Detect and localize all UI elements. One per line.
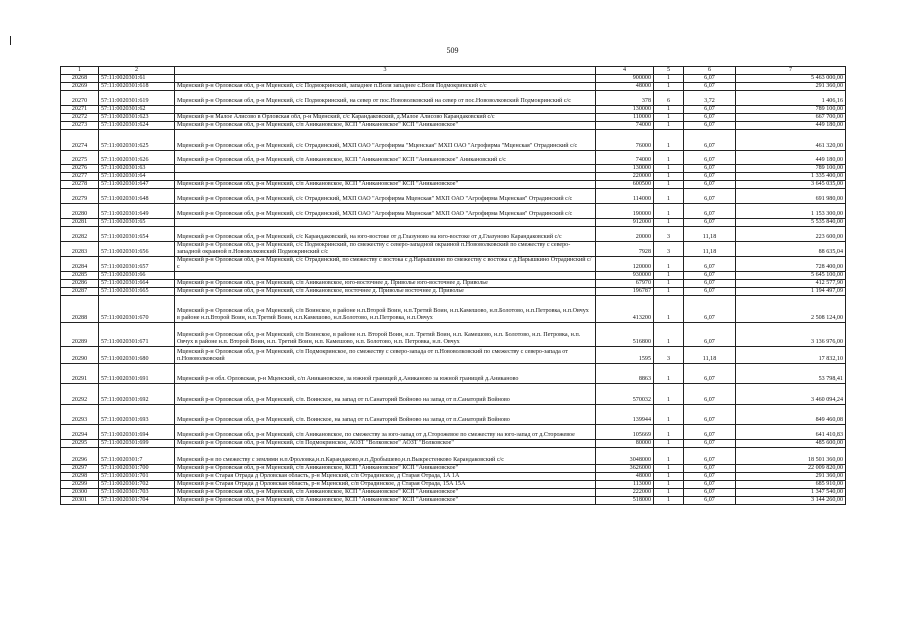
cadastral-value: 1 153 300,00 xyxy=(736,204,846,219)
cadastral-value: 1 194 497,09 xyxy=(736,288,846,296)
row-number: 20270 xyxy=(61,91,99,106)
rate-value: 6,07 xyxy=(684,296,736,323)
address xyxy=(175,173,596,181)
table-row xyxy=(61,288,846,296)
rate-value: 6,07 xyxy=(684,114,736,122)
rate-value: 11,18 xyxy=(684,227,736,242)
table-row xyxy=(61,181,846,189)
row-number: 20301 xyxy=(61,497,99,505)
row-number: 20282 xyxy=(61,227,99,242)
cadastral-value: 18 501 360,00 xyxy=(736,448,846,465)
table-row xyxy=(61,323,846,347)
cadastral-number: 57:11:0020301:656 xyxy=(99,242,175,257)
area-value: 74000 xyxy=(596,122,654,130)
cadastral-value: 449 180,00 xyxy=(736,122,846,130)
cadastral-number: 57:11:0020301:691 xyxy=(99,364,175,384)
rate-value: 6,07 xyxy=(684,272,736,280)
table-row xyxy=(61,173,846,181)
cadastral-number: 57:11:0020301:700 xyxy=(99,465,175,473)
cadastral-value: 5 535 840,00 xyxy=(736,219,846,227)
cadastral-value: 5 645 100,00 xyxy=(736,272,846,280)
address: Мценский р-н Орловская обл, р-н Мценский, с/с Подмокринский, по смежеству с северо-западной окраиной п.Нововолковский по смежеству с северо-западной окраиной п.Нововолковский Подмокринский с/с xyxy=(175,242,596,257)
area-value: 20000 xyxy=(596,227,654,242)
area-value: 220000 xyxy=(596,173,654,181)
cadastral-value: 691 980,00 xyxy=(736,189,846,204)
col-header-number: 1 xyxy=(61,67,99,75)
group-value: 1 xyxy=(654,114,684,122)
row-number: 20293 xyxy=(61,405,99,425)
cadastral-number: 57:11:0020301:624 xyxy=(99,122,175,130)
cadastral-value: 1 406,16 xyxy=(736,91,846,106)
address: Мценский р-н Орловская обл, р-н Мценский, с/с Отрадинский, МХП ОАО "Агрофирма Мценская" МХП ОАО "Агрофирма Мценская" Отрадинский с/с xyxy=(175,204,596,219)
rate-value: 6,07 xyxy=(684,405,736,425)
area-value: 113000 xyxy=(596,481,654,489)
cadastral-value: 1 335 400,00 xyxy=(736,173,846,181)
row-number: 20279 xyxy=(61,189,99,204)
col-header-address: 3 xyxy=(175,67,596,75)
group-value: 1 xyxy=(654,288,684,296)
cadastral-number: 57:11:0020301:618 xyxy=(99,83,175,91)
table-row xyxy=(61,91,846,106)
cadastral-number: 57:11:0020301:671 xyxy=(99,323,175,347)
table-row xyxy=(61,75,846,83)
col-header-area: 4 xyxy=(596,67,654,75)
area-value: 190000 xyxy=(596,204,654,219)
table-row xyxy=(61,440,846,448)
address: Мценский р-н Старая Отрада д Орловская область, р-н Мценский, с/п Отрадинское, д Старая Отрада, 15А 15А xyxy=(175,481,596,489)
address: Мценский р-н Старая Отрада д Орловская область, р-н Мценский, с/п Отрадинское, д Старая Отрада, 1А 1А xyxy=(175,473,596,481)
rate-value: 6,07 xyxy=(684,165,736,173)
area-value: 120000 xyxy=(596,257,654,272)
area-value: 3626000 xyxy=(596,465,654,473)
group-value: 1 xyxy=(654,272,684,280)
land-registry-table xyxy=(60,66,846,505)
cadastral-number: 57:11:0020301:625 xyxy=(99,130,175,151)
address: Мценский р-н Орловская обл, р-н Мценский, с/п Аникановское, КСП "Аникановское" КСП "Аникановское" xyxy=(175,497,596,505)
rate-value: 6,07 xyxy=(684,151,736,165)
group-value: 3 xyxy=(654,242,684,257)
table-row xyxy=(61,296,846,323)
area-value: 130000 xyxy=(596,165,654,173)
cadastral-number: 57:11:0020301:693 xyxy=(99,405,175,425)
table-row xyxy=(61,219,846,227)
area-value: 900000 xyxy=(596,75,654,83)
cadastral-value: 3 645 035,00 xyxy=(736,181,846,189)
group-value: 1 xyxy=(654,280,684,288)
cadastral-value: 449 180,00 xyxy=(736,151,846,165)
area-value: 3048000 xyxy=(596,448,654,465)
rate-value: 6,07 xyxy=(684,323,736,347)
cadastral-number: 57:11:0020301:694 xyxy=(99,425,175,440)
address: Мценский р-н Орловская обл, р-н Мценский, с/п. Воинское, на запад от п.Санаторий Войново на запад от п.Санаторий Войново xyxy=(175,405,596,425)
table-row xyxy=(61,204,846,219)
group-value: 1 xyxy=(654,440,684,448)
cadastral-value: 728 400,00 xyxy=(736,257,846,272)
rate-value: 6,07 xyxy=(684,489,736,497)
cadastral-value: 223 600,00 xyxy=(736,227,846,242)
row-number: 20299 xyxy=(61,481,99,489)
row-number: 20296 xyxy=(61,448,99,465)
table-row xyxy=(61,106,846,114)
group-value: 1 xyxy=(654,219,684,227)
rate-value: 6,07 xyxy=(684,440,736,448)
address xyxy=(175,272,596,280)
area-value: 110000 xyxy=(596,114,654,122)
rate-value: 6,07 xyxy=(684,173,736,181)
address: Мценский р-н Орловская обл, р-н Мценский, с/п. Воинское, на запад от п.Санаторий Войново на запад от п.Санаторий Войново xyxy=(175,384,596,405)
group-value: 1 xyxy=(654,448,684,465)
cadastral-value: 291 360,00 xyxy=(736,83,846,91)
cadastral-number: 57:11:0020301:699 xyxy=(99,440,175,448)
address: Мценский р-н Орловская обл, р-н Мценский, с/п Аникановское, юго-восточнее д. Приволье юго-восточнее д. Приволье xyxy=(175,280,596,288)
address: Мценский р-н Орловская обл, р-н Мценский, с/п Аникановское, КСП "Аникановское" КСП "Аникановское" xyxy=(175,181,596,189)
group-value: 1 xyxy=(654,425,684,440)
cadastral-value: 485 600,00 xyxy=(736,440,846,448)
cadastral-value: 53 798,41 xyxy=(736,364,846,384)
rate-value: 6,07 xyxy=(684,219,736,227)
address: Мценский р-н Орловская обл, р-н Мценский, с/п Подмокринское, АОЗТ "Волковское" АОЗТ "Волковское" xyxy=(175,440,596,448)
address: Мценский р-н Орловская обл, р-н Мценский, с/с Карандаковский, на юго-востоке от д.Глазуново на юго-востоке от д.Глазуново Карандаковский с/с xyxy=(175,227,596,242)
cadastral-number: 57:11:0020301:619 xyxy=(99,91,175,106)
rate-value: 6,07 xyxy=(684,181,736,189)
group-value: 1 xyxy=(654,204,684,219)
row-number: 20290 xyxy=(61,347,99,364)
row-number: 20297 xyxy=(61,465,99,473)
address: Мценский р-н Орловская обл, р-н Мценский, с/п Аникановское, по смежеству за юго-запад от д.Сторожевое по смежеству на юго-запад от д.Сторожевое xyxy=(175,425,596,440)
group-value: 1 xyxy=(654,296,684,323)
rate-value: 6,07 xyxy=(684,189,736,204)
rate-value: 11,18 xyxy=(684,347,736,364)
address: Мценский р-н Орловская обл, р-н Мценский, с/п Аникановское, КСП "Аникановское" КСП "Аникановское" xyxy=(175,465,596,473)
group-value: 3 xyxy=(654,347,684,364)
group-value: 1 xyxy=(654,481,684,489)
table-row xyxy=(61,497,846,505)
cadastral-value: 3 136 976,00 xyxy=(736,323,846,347)
address: Мценский р-н Орловская обл, р-н Мценский, с/п Аникановское, КСП "Аникановское" КСП "Аникановское" xyxy=(175,122,596,130)
group-value: 1 xyxy=(654,83,684,91)
table-row xyxy=(61,481,846,489)
rate-value: 6,07 xyxy=(684,130,736,151)
table-row xyxy=(61,425,846,440)
address: Мценский р-н Орловская обл, р-н Мценский, с/п Воинское, в районе н.п. Второй Воин, н.п. Третий Воин, н.п. Камешово, н.п. Болотово, н.п. Петровка, н.п. Овчух в районе н.п. Второй Воин, н.п. Третий Воин, н.п. Камешово, н.п. Болотово, н.п. Петровка, н.п. Овчух xyxy=(175,323,596,347)
group-value: 6 xyxy=(654,91,684,106)
table-row xyxy=(61,272,846,280)
cadastral-number: 57:11:0020301:7 xyxy=(99,448,175,465)
address: Мценский р-н Орловская обл, р-н Мценский, с/с Подмокринский, западнее п.Воля западнее с.Воля Подмокринский с/с xyxy=(175,83,596,91)
table-row xyxy=(61,122,846,130)
cadastral-number: 57:11:0020301:701 xyxy=(99,473,175,481)
cadastral-value: 1 347 540,00 xyxy=(736,489,846,497)
cadastral-number: 57:11:0020301:623 xyxy=(99,114,175,122)
group-value: 1 xyxy=(654,323,684,347)
row-number: 20287 xyxy=(61,288,99,296)
col-header-group: 5 xyxy=(654,67,684,75)
table-row xyxy=(61,448,846,465)
group-value: 1 xyxy=(654,173,684,181)
address: Мценский р-н Орловская обл, р-н Мценский, с/п Аникановское, КСП "Аникановское" КСП "Аникановское" xyxy=(175,489,596,497)
rate-value: 6,07 xyxy=(684,288,736,296)
row-number: 20285 xyxy=(61,272,99,280)
row-number: 20280 xyxy=(61,204,99,219)
group-value: 1 xyxy=(654,165,684,173)
group-value: 1 xyxy=(654,473,684,481)
group-value: 1 xyxy=(654,189,684,204)
cadastral-value: 849 460,08 xyxy=(736,405,846,425)
cadastral-number: 57:11:0020301:649 xyxy=(99,204,175,219)
row-number: 20294 xyxy=(61,425,99,440)
area-value: 8863 xyxy=(596,364,654,384)
address: Мценский р-н Орловская обл, р-н Мценский, с/п Аникановское, КСП "Аникановское" КСП "Аникановское" Аникановский с/с xyxy=(175,151,596,165)
table-row xyxy=(61,83,846,91)
cadastral-value: 17 832,10 xyxy=(736,347,846,364)
rate-value: 6,07 xyxy=(684,465,736,473)
area-value: 48000 xyxy=(596,473,654,481)
address: Мценский р-н Орловская обл, р-н Мценский, с/с Подмокринский, на север от пос.Нововолковский на север от пос.Нововолковский Подмокринский с/с xyxy=(175,91,596,106)
cadastral-value: 685 910,00 xyxy=(736,481,846,489)
table-row xyxy=(61,473,846,481)
row-number: 20300 xyxy=(61,489,99,497)
table-row xyxy=(61,242,846,257)
cadastral-value: 789 100,00 xyxy=(736,165,846,173)
area-value: 570032 xyxy=(596,384,654,405)
cadastral-number: 57:11:0020301:670 xyxy=(99,296,175,323)
table-row xyxy=(61,151,846,165)
table-row xyxy=(61,280,846,288)
address xyxy=(175,165,596,173)
group-value: 1 xyxy=(654,384,684,405)
cadastral-number: 57:11:0020301:665 xyxy=(99,288,175,296)
cadastral-value: 789 100,00 xyxy=(736,106,846,114)
area-value: 130000 xyxy=(596,106,654,114)
rate-value: 3,72 xyxy=(684,91,736,106)
cadastral-value: 3 144 260,00 xyxy=(736,497,846,505)
address: Мценский р-н Орловская обл, р-н Мценский, с/п Аникановское, восточнее д. Приволье восточнее д. Приволье xyxy=(175,288,596,296)
area-value: 912000 xyxy=(596,219,654,227)
row-number: 20277 xyxy=(61,173,99,181)
area-value: 48000 xyxy=(596,83,654,91)
table-row xyxy=(61,405,846,425)
group-value: 1 xyxy=(654,181,684,189)
area-value: 74000 xyxy=(596,151,654,165)
group-value: 1 xyxy=(654,122,684,130)
table-row xyxy=(61,130,846,151)
cadastral-number: 57:11:0020301:66 xyxy=(99,272,175,280)
address: Мценский р-н Орловская обл, р-н Мценский, с/п Воинское, в районе н.п.Второй Воин, н.п.Третий Воин, н.п.Камешово, н.п.Болотово, н.п.Петровка, н.п.Овчух в районе н.п.Второй Воин, н.п.Третий Воин, н.п.Камешово, н.п.Болотово, н.п.Петровка, н.п.Овчух xyxy=(175,296,596,323)
table-row xyxy=(61,227,846,242)
group-value: 1 xyxy=(654,405,684,425)
row-number: 20274 xyxy=(61,130,99,151)
cadastral-number: 57:11:0020301:64 xyxy=(99,173,175,181)
cadastral-number: 57:11:0020301:62 xyxy=(99,106,175,114)
area-value: 76000 xyxy=(596,130,654,151)
area-value: 1595 xyxy=(596,347,654,364)
row-number: 20275 xyxy=(61,151,99,165)
col-header-rate: 6 xyxy=(684,67,736,75)
table-row xyxy=(61,489,846,497)
group-value: 1 xyxy=(654,130,684,151)
cadastral-number: 57:11:0020301:63 xyxy=(99,165,175,173)
row-number: 20273 xyxy=(61,122,99,130)
cadastral-value: 88 635,04 xyxy=(736,242,846,257)
row-number: 20286 xyxy=(61,280,99,288)
address: Мценский р-н Орловская обл, р-н Мценский, с/с Отрадинский, по смежеству с востока с д.Нарышкино по смежеству с востока с д.Нарышкино Отрадинский с/с xyxy=(175,257,596,272)
cadastral-number: 57:11:0020301:647 xyxy=(99,181,175,189)
group-value: 1 xyxy=(654,106,684,114)
area-value: 516800 xyxy=(596,323,654,347)
area-value: 222000 xyxy=(596,489,654,497)
table-row xyxy=(61,384,846,405)
address: Мценский р-н обл. Орловская, р-н Мценский, с/п Аникановское, за южной границей д.Аниканово за южной границей д.Аниканово xyxy=(175,364,596,384)
table-row xyxy=(61,465,846,473)
rate-value: 6,07 xyxy=(684,497,736,505)
row-number: 20292 xyxy=(61,384,99,405)
rate-value: 6,07 xyxy=(684,364,736,384)
address xyxy=(175,75,596,83)
area-value: 105669 xyxy=(596,425,654,440)
address: Мценский р-н Орловская обл, р-н Мценский, с/п Подмокринское, по смежеству с северо-запада от п.Нововолковский по смежеству с северо-запада от п.Нововолковский xyxy=(175,347,596,364)
group-value: 1 xyxy=(654,489,684,497)
cadastral-value: 291 360,00 xyxy=(736,473,846,481)
table-row xyxy=(61,347,846,364)
cadastral-value: 667 700,00 xyxy=(736,114,846,122)
margin-mark xyxy=(10,36,11,45)
cadastral-number: 57:11:0020301:664 xyxy=(99,280,175,288)
cadastral-value: 5 463 000,00 xyxy=(736,75,846,83)
rate-value: 6,07 xyxy=(684,257,736,272)
area-value: 7928 xyxy=(596,242,654,257)
row-number: 20289 xyxy=(61,323,99,347)
area-value: 518000 xyxy=(596,497,654,505)
group-value: 1 xyxy=(654,75,684,83)
address: Мценский р-н Орловская обл, р-н Мценский, с/с Отрадинский, МХП ОАО "Агрофирма Мценская" МХП ОАО "Агрофирма Мценская" Отрадинский с/с xyxy=(175,189,596,204)
row-number: 20295 xyxy=(61,440,99,448)
cadastral-value: 3 460 094,24 xyxy=(736,384,846,405)
row-number: 20271 xyxy=(61,106,99,114)
rate-value: 11,18 xyxy=(684,242,736,257)
cadastral-number: 57:11:0020301:657 xyxy=(99,257,175,272)
group-value: 1 xyxy=(654,364,684,384)
area-value: 67970 xyxy=(596,280,654,288)
cadastral-value: 2 508 124,00 xyxy=(736,296,846,323)
rate-value: 6,07 xyxy=(684,106,736,114)
cadastral-number: 57:11:0020301:626 xyxy=(99,151,175,165)
cadastral-number: 57:11:0020301:654 xyxy=(99,227,175,242)
cadastral-number: 57:11:0020301:692 xyxy=(99,384,175,405)
group-value: 3 xyxy=(654,227,684,242)
cadastral-value: 22 009 820,00 xyxy=(736,465,846,473)
rate-value: 6,07 xyxy=(684,425,736,440)
area-value: 413200 xyxy=(596,296,654,323)
row-number: 20298 xyxy=(61,473,99,481)
group-value: 1 xyxy=(654,151,684,165)
address: Мценский р-н Малое Алисово в Орловская обл, р-н Мценский, с/с Карандаковский, д.Малое Алисово Карандаковский с/с xyxy=(175,114,596,122)
row-number: 20291 xyxy=(61,364,99,384)
cadastral-value: 461 320,00 xyxy=(736,130,846,151)
address: Мценский р-н Орловская обл, р-н Мценский, с/с Отрадинский, МХП ОАО "Агрофирма "Мценская" МХП ОАО "Агрофирма "Мценская" Отрадинский с/с xyxy=(175,130,596,151)
table-row xyxy=(61,257,846,272)
row-number: 20269 xyxy=(61,83,99,91)
table-row xyxy=(61,114,846,122)
row-number: 20268 xyxy=(61,75,99,83)
rate-value: 6,07 xyxy=(684,75,736,83)
rate-value: 6,07 xyxy=(684,473,736,481)
table-row xyxy=(61,364,846,384)
cadastral-value: 412 577,90 xyxy=(736,280,846,288)
rate-value: 6,07 xyxy=(684,280,736,288)
rate-value: 6,07 xyxy=(684,83,736,91)
cadastral-number: 57:11:0020301:703 xyxy=(99,489,175,497)
area-value: 196787 xyxy=(596,288,654,296)
row-number: 20272 xyxy=(61,114,99,122)
address xyxy=(175,106,596,114)
group-value: 1 xyxy=(654,257,684,272)
cadastral-value: 641 410,83 xyxy=(736,425,846,440)
row-number: 20283 xyxy=(61,242,99,257)
row-number: 20284 xyxy=(61,257,99,272)
area-value: 114000 xyxy=(596,189,654,204)
rate-value: 6,07 xyxy=(684,204,736,219)
cadastral-number: 57:11:0020301:65 xyxy=(99,219,175,227)
cadastral-number: 57:11:0020301:61 xyxy=(99,75,175,83)
header-row xyxy=(61,67,846,75)
area-value: 80000 xyxy=(596,440,654,448)
rate-value: 6,07 xyxy=(684,122,736,130)
area-value: 930000 xyxy=(596,272,654,280)
table-row xyxy=(61,165,846,173)
col-header-cadastral: 2 xyxy=(99,67,175,75)
row-number: 20281 xyxy=(61,219,99,227)
rate-value: 6,07 xyxy=(684,384,736,405)
rate-value: 6,07 xyxy=(684,481,736,489)
cadastral-number: 57:11:0020301:702 xyxy=(99,481,175,489)
area-value: 378 xyxy=(596,91,654,106)
area-value: 600500 xyxy=(596,181,654,189)
cadastral-number: 57:11:0020301:680 xyxy=(99,347,175,364)
rate-value: 6,07 xyxy=(684,448,736,465)
row-number: 20276 xyxy=(61,165,99,173)
group-value: 1 xyxy=(654,465,684,473)
table-row xyxy=(61,189,846,204)
row-number: 20288 xyxy=(61,296,99,323)
col-header-value: 7 xyxy=(736,67,846,75)
area-value: 139944 xyxy=(596,405,654,425)
row-number: 20278 xyxy=(61,181,99,189)
cadastral-number: 57:11:0020301:704 xyxy=(99,497,175,505)
cadastral-number: 57:11:0020301:648 xyxy=(99,189,175,204)
address: Мценский р-н по смежеству с землями н.п.Фроловка,н.п.Карандаково,н.п.Дробышево,н.п.Выкрестенково Карандаковский с/с xyxy=(175,448,596,465)
page-number: 509 xyxy=(446,46,459,55)
group-value: 1 xyxy=(654,497,684,505)
address xyxy=(175,219,596,227)
